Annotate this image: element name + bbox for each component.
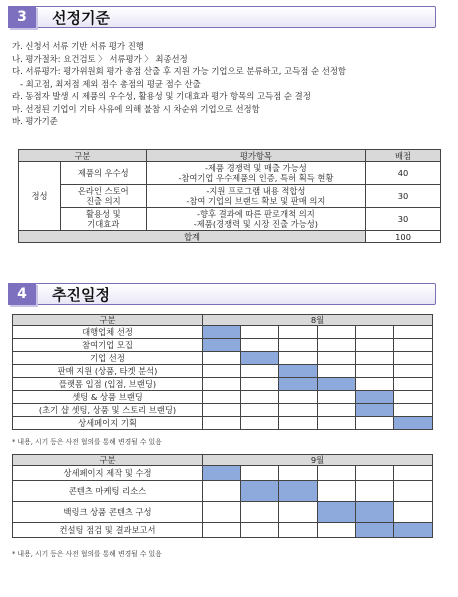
schedule-empty-cell xyxy=(203,481,241,502)
schedule-empty-cell xyxy=(317,326,355,339)
august-schedule-table xyxy=(12,314,433,430)
schedule-empty-cell xyxy=(241,417,279,430)
task-label: 컨설팅 점검 및 결과보고서 xyxy=(13,523,203,538)
criteria-line: 나. 평가절차: 요건검토 〉 서류평가 〉 최종선정 xyxy=(12,53,188,64)
header-month: 9월 xyxy=(203,455,433,466)
schedule-bar-cell xyxy=(241,481,279,502)
group-label: 정성 xyxy=(19,162,61,231)
schedule-bar-cell xyxy=(203,326,241,339)
task-label: 상세페이지 기획 xyxy=(13,417,203,430)
schedule-note: * 내용, 시기 등은 사전 협의를 통해 변경될 수 있음 xyxy=(12,438,162,446)
schedule-empty-cell xyxy=(203,378,241,391)
schedule-bar-cell xyxy=(279,365,317,378)
header-category: 구분 xyxy=(19,150,147,162)
evaluation-table xyxy=(18,149,441,243)
criteria-line: 바. 평가기준 xyxy=(12,116,58,126)
schedule-empty-cell xyxy=(241,365,279,378)
schedule-empty-cell xyxy=(203,523,241,538)
criteria-line: - 최고점, 최저점 제외 점수 총점의 평균 점수 산출 xyxy=(12,78,201,89)
schedule-bar-cell xyxy=(355,391,393,404)
schedule-empty-cell xyxy=(279,502,317,523)
schedule-empty-cell xyxy=(203,365,241,378)
task-label: 셋팅 & 상품 브랜딩 xyxy=(13,391,203,404)
schedule-bar-cell xyxy=(394,417,433,430)
criteria-line: 다. 서류평가: 평가위원회 평가 총점 산출 후 지원 가능 기업으로 분류하고, 고득점 순 선정함 xyxy=(12,66,347,76)
schedule-row xyxy=(13,466,433,481)
schedule-row xyxy=(13,326,433,339)
schedule-empty-cell xyxy=(241,391,279,404)
task-label: 백링크 상품 콘텐츠 구성 xyxy=(13,502,203,523)
schedule-empty-cell xyxy=(394,502,433,523)
schedule-bar-cell xyxy=(355,404,393,417)
schedule-bar-cell xyxy=(394,523,433,538)
task-label: 플랫폼 입점 (입점, 브랜딩) xyxy=(13,378,203,391)
schedule-bar-cell xyxy=(355,502,393,523)
task-label: 참여기업 모집 xyxy=(13,339,203,352)
task-label: 기업 선정 xyxy=(13,352,203,365)
section-title: 선정기준 xyxy=(52,8,110,27)
schedule-empty-cell xyxy=(279,326,317,339)
schedule-empty-cell xyxy=(279,523,317,538)
schedule-row xyxy=(13,481,433,502)
schedule-empty-cell xyxy=(317,417,355,430)
schedule-row xyxy=(13,352,433,365)
schedule-empty-cell xyxy=(317,352,355,365)
criterion-items: -제품 경쟁력 및 매출 가능성 -참여기업 우수제품의 인증, 특허 획득 현황 xyxy=(146,162,365,185)
schedule-empty-cell xyxy=(394,404,433,417)
schedule-empty-cell xyxy=(355,365,393,378)
criterion-score: 40 xyxy=(366,162,441,185)
schedule-empty-cell xyxy=(317,339,355,352)
schedule-empty-cell xyxy=(317,466,355,481)
schedule-row xyxy=(13,502,433,523)
schedule-row xyxy=(13,417,433,430)
criterion-name: 활용성 및 기대효과 xyxy=(60,208,146,231)
task-label: (초기 샵 셋팅, 상품 및 스토리 브랜딩) xyxy=(13,404,203,417)
total-score: 100 xyxy=(366,231,441,243)
schedule-note: * 내용, 시기 등은 사전 협의를 통해 변경될 수 있음 xyxy=(12,550,162,558)
schedule-empty-cell xyxy=(241,523,279,538)
schedule-empty-cell xyxy=(394,326,433,339)
schedule-bar-cell xyxy=(317,378,355,391)
header-score: 배점 xyxy=(366,150,441,162)
header-category: 구분 xyxy=(13,315,203,326)
criterion-score: 30 xyxy=(366,185,441,208)
section-4-header xyxy=(8,283,436,305)
schedule-empty-cell xyxy=(203,502,241,523)
schedule-empty-cell xyxy=(317,481,355,502)
schedule-empty-cell xyxy=(203,417,241,430)
schedule-bar-cell xyxy=(355,523,393,538)
section-3-header xyxy=(8,6,436,28)
schedule-empty-cell xyxy=(279,417,317,430)
schedule-empty-cell xyxy=(394,365,433,378)
schedule-empty-cell xyxy=(394,481,433,502)
schedule-empty-cell xyxy=(355,417,393,430)
schedule-row xyxy=(13,365,433,378)
schedule-empty-cell xyxy=(203,391,241,404)
header-category: 구분 xyxy=(13,455,203,466)
schedule-bar-cell xyxy=(241,352,279,365)
schedule-empty-cell xyxy=(279,466,317,481)
schedule-empty-cell xyxy=(394,378,433,391)
schedule-empty-cell xyxy=(203,404,241,417)
schedule-empty-cell xyxy=(394,466,433,481)
criterion-name: 온라인 스토어 진출 의지 xyxy=(60,185,146,208)
schedule-bar-cell xyxy=(279,378,317,391)
schedule-empty-cell xyxy=(279,391,317,404)
task-label: 상세페이지 제작 및 수정 xyxy=(13,466,203,481)
schedule-empty-cell xyxy=(394,352,433,365)
schedule-empty-cell xyxy=(355,339,393,352)
schedule-bar-cell xyxy=(203,339,241,352)
schedule-empty-cell xyxy=(241,339,279,352)
schedule-bar-cell xyxy=(279,481,317,502)
criteria-line: 가. 신청서 서류 기반 서류 평가 진행 xyxy=(12,41,144,51)
schedule-row xyxy=(13,339,433,352)
schedule-empty-cell xyxy=(317,523,355,538)
total-label: 합계 xyxy=(19,231,366,243)
task-label: 대행업체 선정 xyxy=(13,326,203,339)
schedule-empty-cell xyxy=(279,404,317,417)
criterion-items: -향후 결과에 따른 판로개척 의지 -제품(경쟁력 및 시장 진출 가능성) xyxy=(146,208,365,231)
schedule-empty-cell xyxy=(317,391,355,404)
schedule-empty-cell xyxy=(355,378,393,391)
criterion-items: -지원 프로그램 내용 적합성 -참여 기업의 브랜드 확보 및 판매 의지 xyxy=(146,185,365,208)
header-item: 평가항목 xyxy=(146,150,365,162)
schedule-bar-cell xyxy=(317,502,355,523)
schedule-row xyxy=(13,523,433,538)
task-label: 콘텐츠 마케팅 리소스 xyxy=(13,481,203,502)
september-schedule-table xyxy=(12,454,433,538)
criteria-line: 라. 동점자 발생 시 제품의 우수성, 활용성 및 기대효과 평가 항목의 고득점 순 결정 xyxy=(12,91,311,101)
schedule-empty-cell xyxy=(394,339,433,352)
schedule-empty-cell xyxy=(355,352,393,365)
criteria-line: 마. 선정된 기업이 기타 사유에 의해 불참 시 차순위 기업으로 선정함 xyxy=(12,103,260,114)
task-label: 판매 지원 (상품, 타겟 분석) xyxy=(13,365,203,378)
schedule-empty-cell xyxy=(317,404,355,417)
schedule-empty-cell xyxy=(241,466,279,481)
schedule-empty-cell xyxy=(279,352,317,365)
schedule-empty-cell xyxy=(241,326,279,339)
criterion-score: 30 xyxy=(366,208,441,231)
schedule-empty-cell xyxy=(317,365,355,378)
selection-criteria-text xyxy=(12,40,452,128)
schedule-empty-cell xyxy=(355,466,393,481)
schedule-row xyxy=(13,404,433,417)
schedule-empty-cell xyxy=(355,481,393,502)
schedule-row xyxy=(13,378,433,391)
schedule-empty-cell xyxy=(279,339,317,352)
schedule-empty-cell xyxy=(241,502,279,523)
schedule-empty-cell xyxy=(394,391,433,404)
schedule-row xyxy=(13,391,433,404)
schedule-empty-cell xyxy=(203,352,241,365)
schedule-empty-cell xyxy=(355,326,393,339)
section-number: 3 xyxy=(8,6,36,28)
schedule-bar-cell xyxy=(203,466,241,481)
schedule-empty-cell xyxy=(241,378,279,391)
section-title: 추진일정 xyxy=(52,285,110,304)
section-number: 4 xyxy=(8,283,36,305)
schedule-empty-cell xyxy=(241,404,279,417)
criterion-name: 제품의 우수성 xyxy=(60,162,146,185)
header-month: 8월 xyxy=(203,315,433,326)
